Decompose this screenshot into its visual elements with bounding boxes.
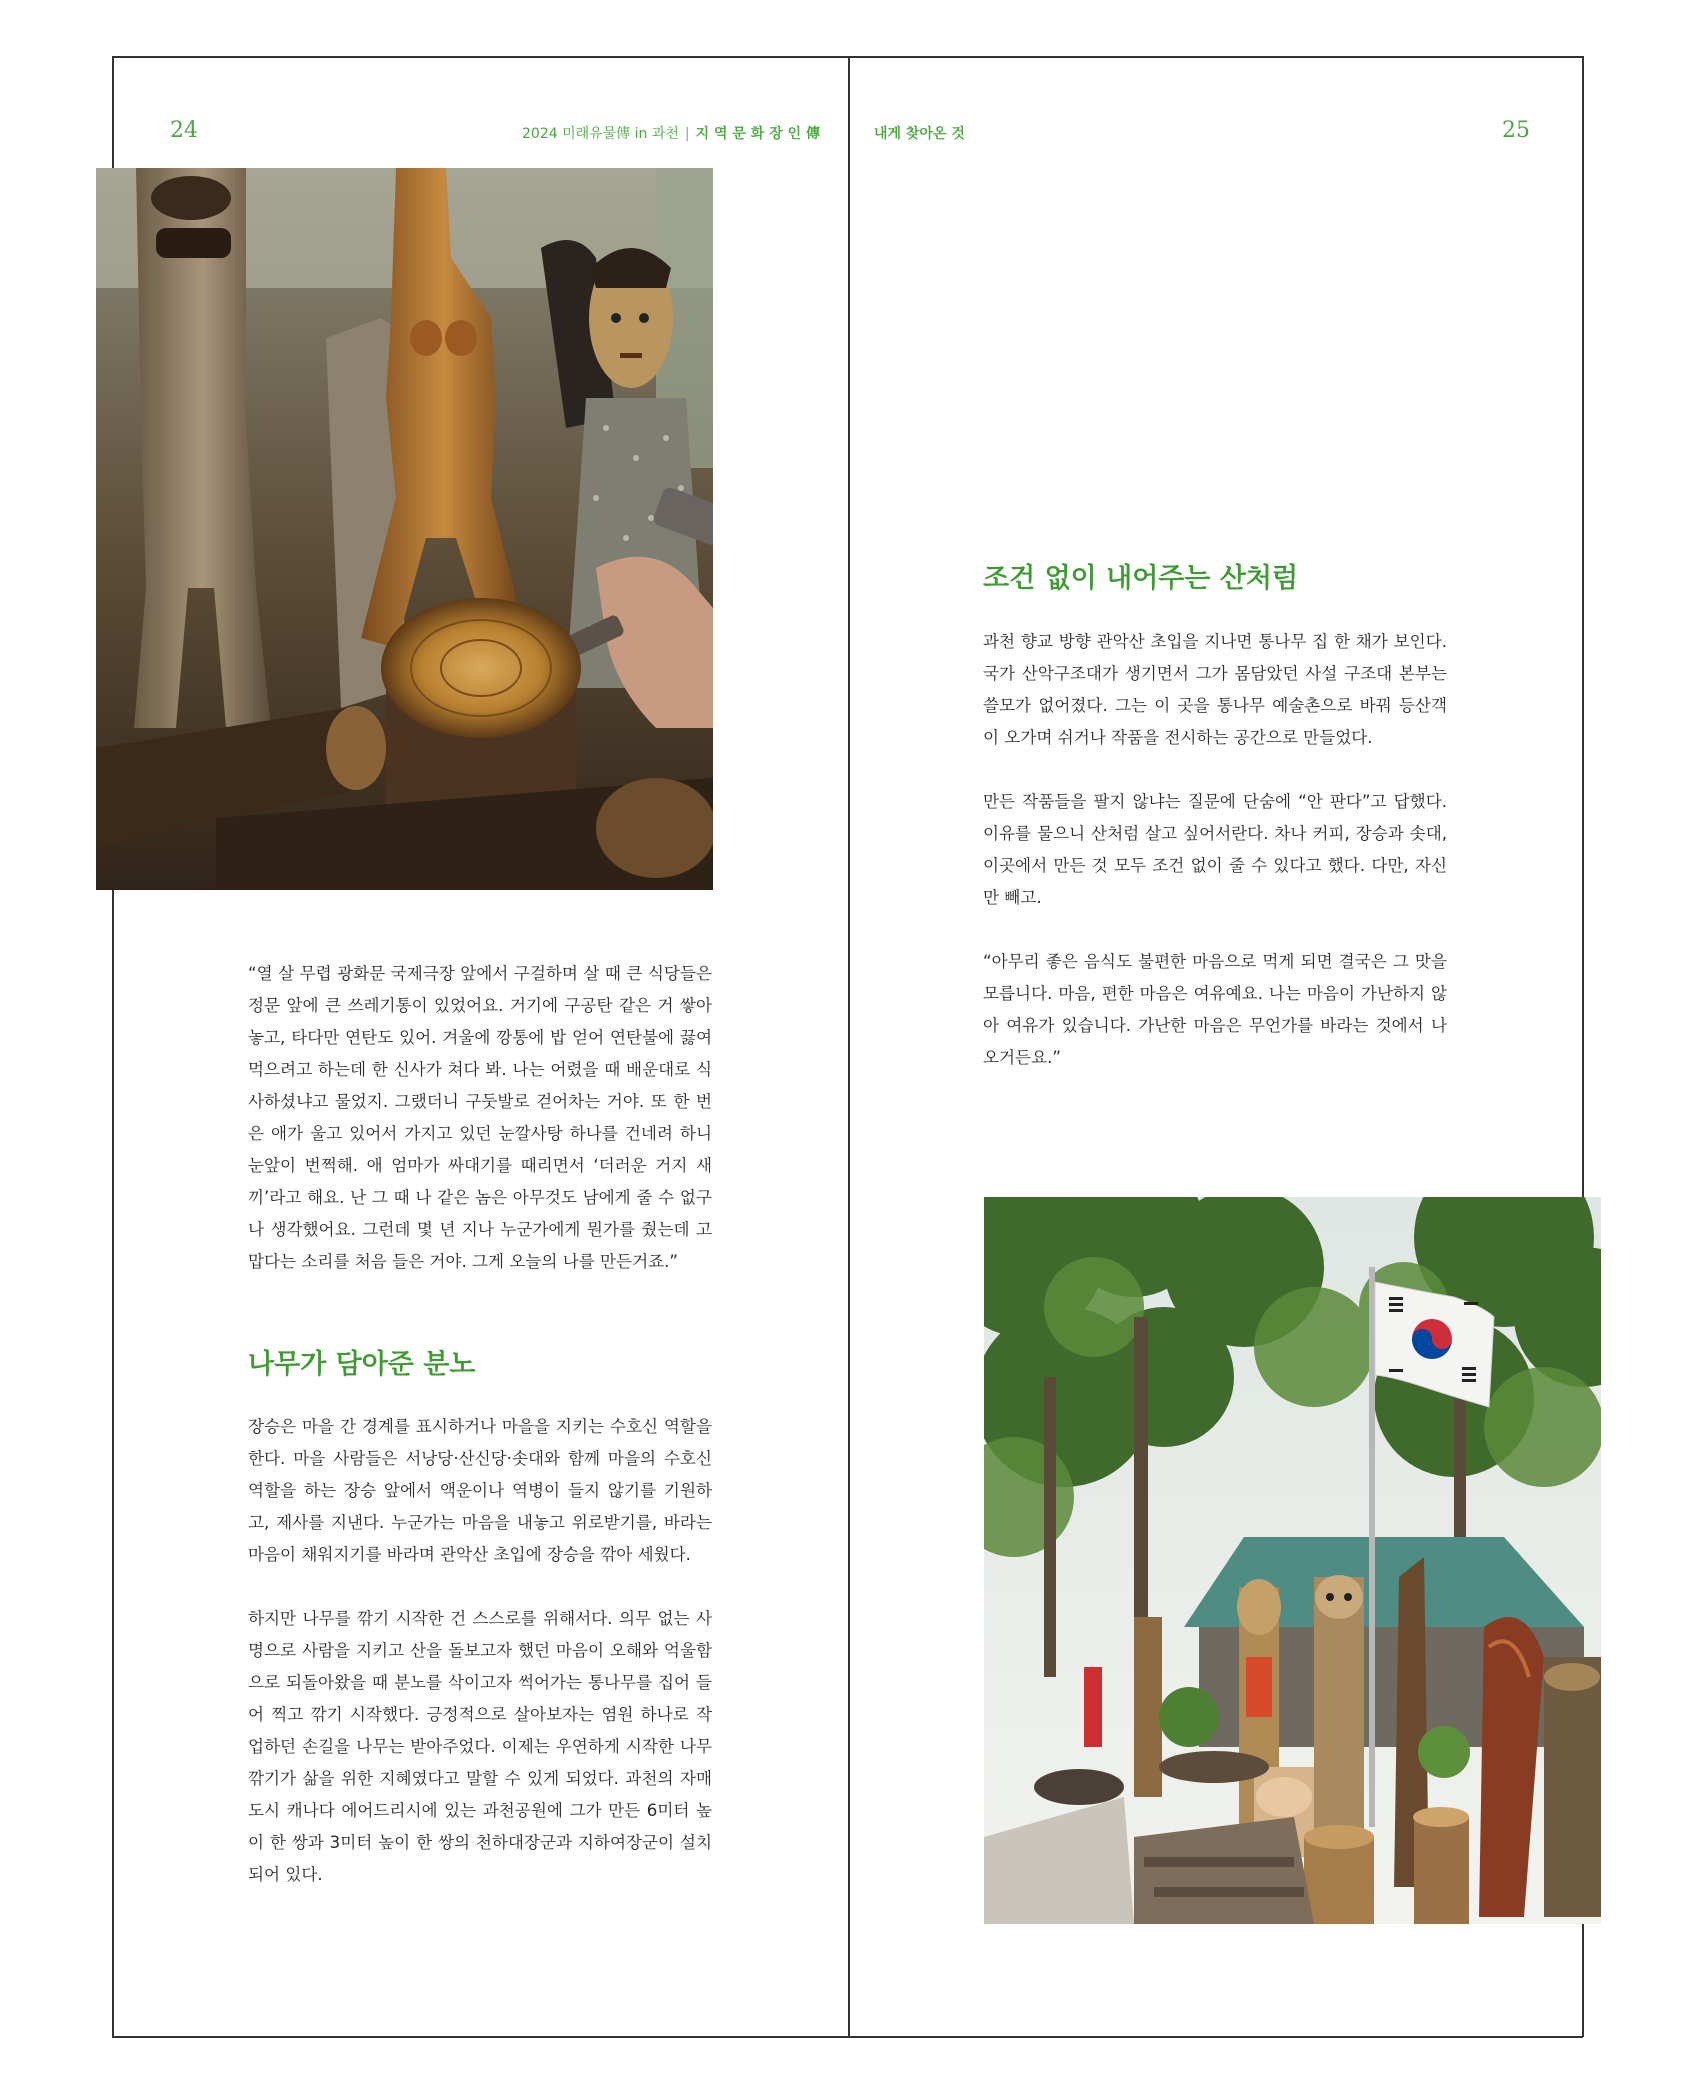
- running-head-separator: |: [684, 126, 690, 142]
- series-title: 2024 미래유물傳 in 과천: [522, 126, 679, 142]
- section-heading-mountain: 조건 없이 내어주는 산처럼: [983, 563, 1299, 594]
- quote-paragraph: “열 살 무렵 광화문 국제극장 앞에서 구걸하며 살 때 큰 식당들은 정문 앞에 큰 쓰레기통이 있었어요. 거기에 구공탄 같은 거 쌓아 놓고, 타다만 연탄도 있어. 겨울에 깡통에 밥 얻어 연탄불에 끓여 먹으려고 하는데 한 신사가 쳐다 봐. 나는 어렸을 때 배운대로 식사하셨냐고 물었지. 그랬더니 구둣발로 걷어차는 거야. 또 한 번은 애가 울고 있어서 가지고 있던 눈깔사탕 하나를 건네려 하니 눈앞이 번쩍해. 애 엄마가 싸대기를 때리면서 ‘더러운 거지 새끼’라고 해요. 난 그 때 나 같은 놈은 아무것도 남에게 줄 수 없구나 생각했어요. 그런데 몇 년 지나 누군가에게 뭔가를 줬는데 고맙다는 소리를 처음 들은 거야. 그게 오늘의 나를 만든거죠.”: [248, 964, 712, 1271]
- art-village-illustration: [984, 1197, 1601, 1924]
- section-title: 지 역 문 화 장 인 傳: [695, 126, 820, 142]
- photo-wood-carving: [96, 168, 713, 890]
- wood-carving-illustration: [96, 168, 713, 890]
- body-paragraph-3: 과천 향교 방향 관악산 초입을 지나면 통나무 집 한 채가 보인다. 국가 산악구조대가 생기면서 그가 몸담았던 사설 구조대 본부는 쓸모가 없어졌다. 그는 이 곳을 통나무 예술촌으로 바꿔 등산객이 오가며 쉬거나 작품을 전시하는 공간으로 만들었다.: [983, 632, 1447, 747]
- body-paragraph-1: 장승은 마을 간 경계를 표시하거나 마을을 지키는 수호신 역할을 한다. 마을 사람들은 서낭당·산신당·솟대와 함께 마을의 수호신 역할을 하는 장승 앞에서 액운이나 역병이 들지 않기를 기원하고, 제사를 지낸다. 누군가는 마음을 내놓고 위로받기를, 바라는 마음이 채워지기를 바라며 관악산 초입에 장승을 깎아 세웠다.: [248, 1417, 712, 1564]
- page-number-right: 25: [1502, 118, 1530, 143]
- section-heading-anger: 나무가 담아준 분노: [248, 1349, 476, 1380]
- running-head-left: [522, 123, 820, 143]
- page-number-left: 24: [170, 118, 198, 143]
- body-paragraph-5: “아무리 좋은 음식도 불편한 마음으로 먹게 되면 결국은 그 맛을 모릅니다. 마음, 편한 마음은 여유예요. 나는 마음이 가난하지 않아 여유가 있습니다. 가난한 마음은 무언가를 바라는 것에서 나오거든요.”: [983, 952, 1447, 1067]
- page-gutter: [848, 56, 850, 2037]
- running-head-right: 내게 찾아온 것: [874, 126, 965, 142]
- photo-art-village: [984, 1197, 1601, 1924]
- body-paragraph-4: 만든 작품들을 팔지 않냐는 질문에 단숨에 “안 판다”고 답했다. 이유를 물으니 산처럼 살고 싶어서란다. 차나 커피, 장승과 솟대, 이곳에서 만든 것 모두 조건 없이 줄 수 있다고 했다. 다만, 자신만 빼고.: [983, 792, 1447, 907]
- body-paragraph-2: 하지만 나무를 깎기 시작한 건 스스로를 위해서다. 의무 없는 사명으로 사람을 지키고 산을 돌보고자 했던 마음이 오해와 억울함으로 되돌아왔을 때 분노를 삭이고자 썩어가는 통나무를 집어 들어 찍고 깎기 시작했다. 긍정적으로 살아보자는 염원 하나로 작업하던 손길을 나무는 받아주었다. 이제는 우연하게 시작한 나무 깎기가 삶을 위한 지혜였다고 말할 수 있게 되었다. 과천의 자매도시 캐나다 에어드리시에 있는 과천공원에 그가 만든 6미터 높이 한 쌍과 3미터 높이 한 쌍의 천하대장군과 지하여장군이 설치되어 있다.: [248, 1609, 712, 1884]
